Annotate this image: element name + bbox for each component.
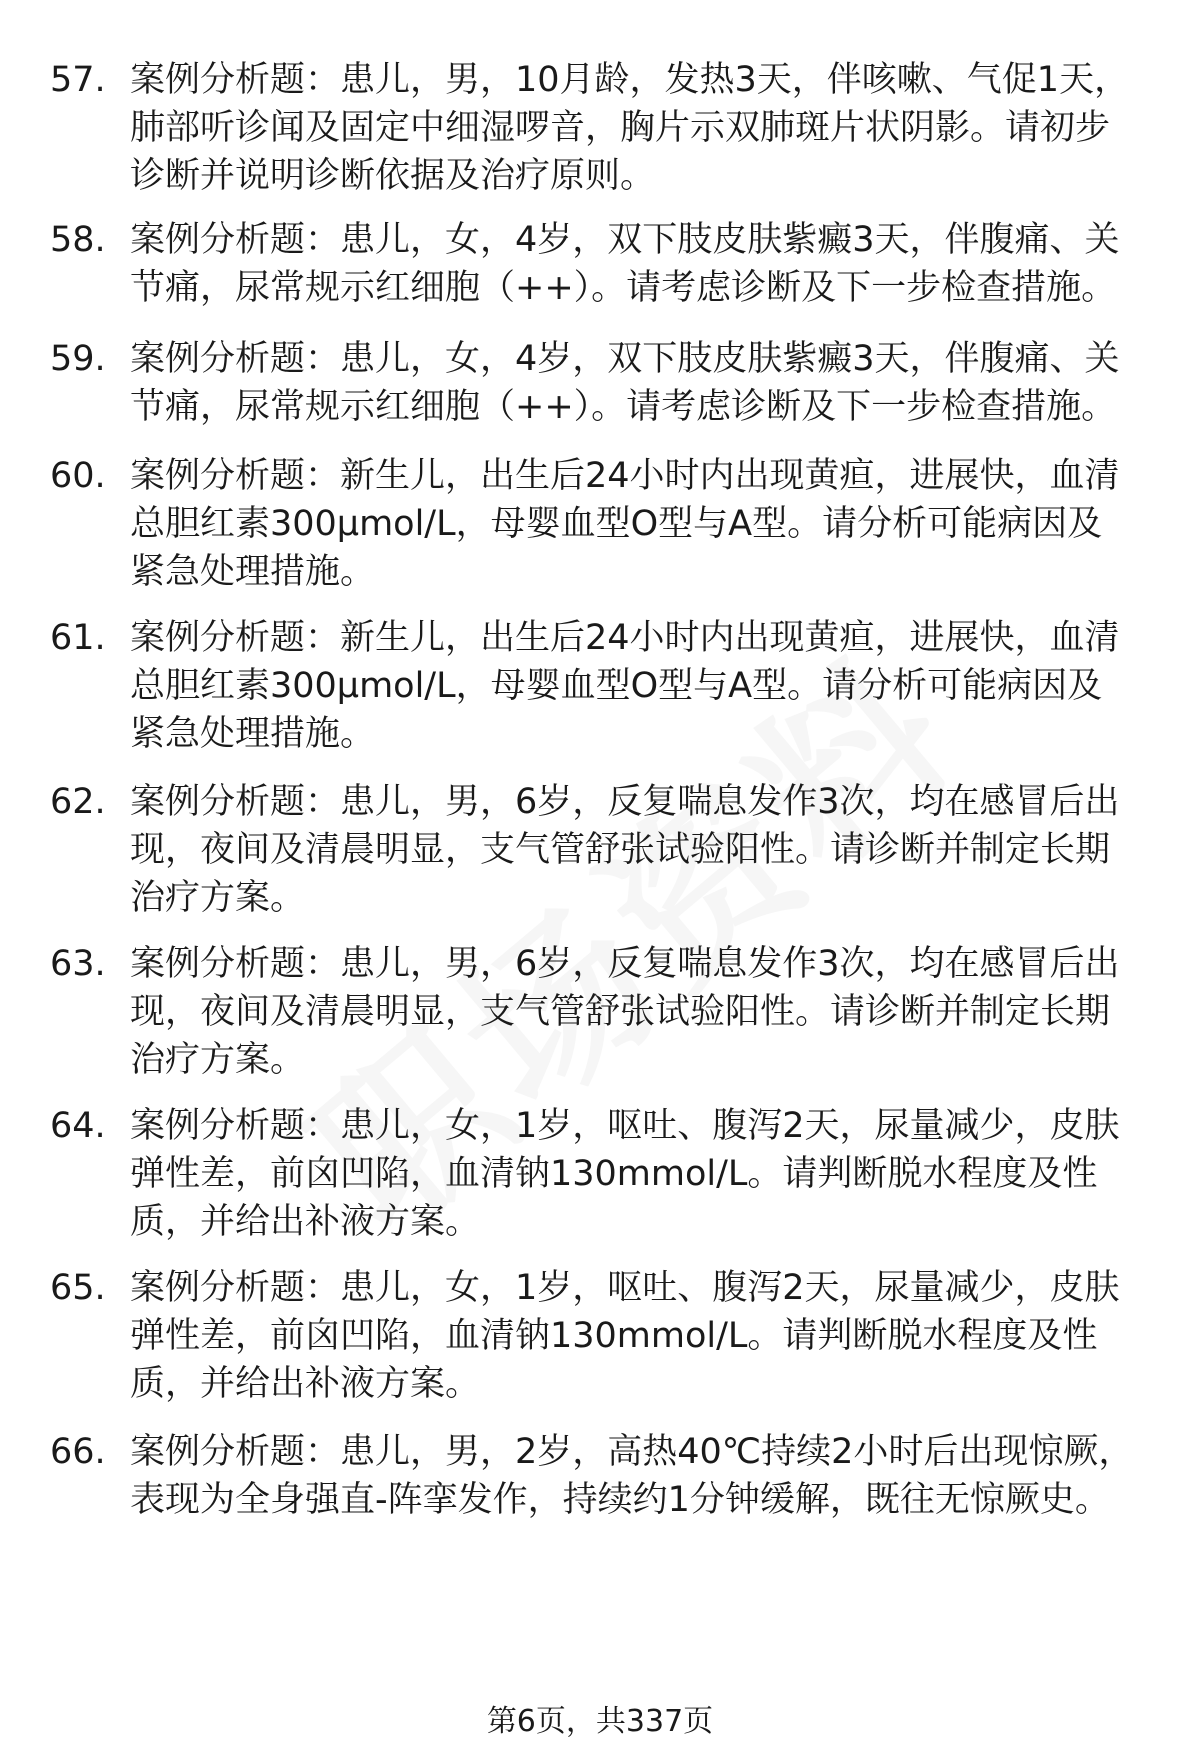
question-line: 总胆红素300μmol/L，母婴血型O型与A型。请分析可能病因及 xyxy=(130,666,1103,706)
question-number: 59. xyxy=(50,339,106,379)
question-line: 质，并给出补液方案。 xyxy=(130,1364,481,1404)
question-item xyxy=(50,614,1150,758)
question-text xyxy=(130,1264,1140,1408)
question-item xyxy=(50,1264,1150,1408)
question-line: 诊断并说明诊断依据及治疗原则。 xyxy=(130,156,656,196)
question-item xyxy=(50,1428,1150,1524)
question-line: 节痛，尿常规示红细胞（++）。请考虑诊断及下一步检查措施。 xyxy=(130,268,1117,308)
question-line: 治疗方案。 xyxy=(130,1040,306,1080)
question-line: 肺部听诊闻及固定中细湿啰音，胸片示双肺斑片状阴影。请初步 xyxy=(130,108,1111,148)
question-line: 弹性差，前囟凹陷，血清钠130mmol/L。请判断脱水程度及性 xyxy=(130,1154,1098,1194)
question-line: 案例分析题：患儿，女，1岁，呕吐、腹泻2天，尿量减少，皮肤 xyxy=(130,1106,1120,1146)
question-line: 案例分析题：患儿，女，4岁，双下肢皮肤紫癜3天，伴腹痛、关 xyxy=(130,220,1120,260)
question-line: 紧急处理措施。 xyxy=(130,552,376,592)
question-item xyxy=(50,940,1150,1084)
question-line: 表现为全身强直-阵挛发作，持续约1分钟缓解，既往无惊厥史。 xyxy=(130,1480,1110,1520)
question-line: 案例分析题：新生儿，出生后24小时内出现黄疸，进展快，血清 xyxy=(130,618,1120,658)
question-item xyxy=(50,335,1150,431)
question-text xyxy=(130,452,1140,596)
question-number: 63. xyxy=(50,944,106,984)
question-number: 65. xyxy=(50,1268,106,1308)
question-line: 案例分析题：患儿，女，1岁，呕吐、腹泻2天，尿量减少，皮肤 xyxy=(130,1268,1120,1308)
question-line: 案例分析题：患儿，男，10月龄，发热3天，伴咳嗽、气促1天， xyxy=(130,60,1130,100)
question-line: 紧急处理措施。 xyxy=(130,714,376,754)
question-item xyxy=(50,216,1150,312)
question-number: 64. xyxy=(50,1106,106,1146)
question-line: 案例分析题：患儿，女，4岁，双下肢皮肤紫癜3天，伴腹痛、关 xyxy=(130,339,1120,379)
question-line: 案例分析题：新生儿，出生后24小时内出现黄疸，进展快，血清 xyxy=(130,456,1120,496)
question-item xyxy=(50,56,1150,200)
question-line: 现，夜间及清晨明显，支气管舒张试验阳性。请诊断并制定长期 xyxy=(130,830,1111,870)
question-item xyxy=(50,778,1150,922)
question-number: 57. xyxy=(50,60,106,100)
question-item xyxy=(50,452,1150,596)
question-line: 治疗方案。 xyxy=(130,878,306,918)
question-number: 60. xyxy=(50,456,106,496)
question-text xyxy=(130,335,1140,431)
question-line: 节痛，尿常规示红细胞（++）。请考虑诊断及下一步检查措施。 xyxy=(130,387,1117,427)
question-text xyxy=(130,1102,1140,1246)
question-line: 总胆红素300μmol/L，母婴血型O型与A型。请分析可能病因及 xyxy=(130,504,1103,544)
question-line: 案例分析题：患儿，男，6岁，反复喘息发作3次，均在感冒后出 xyxy=(130,782,1120,822)
question-text xyxy=(130,56,1140,200)
question-number: 61. xyxy=(50,618,106,658)
question-text xyxy=(130,216,1140,312)
question-item xyxy=(50,1102,1150,1246)
question-number: 62. xyxy=(50,782,106,822)
question-text xyxy=(130,1428,1140,1524)
question-number: 58. xyxy=(50,220,106,260)
page-footer: 第6页，共337页 xyxy=(486,1704,714,1739)
question-line: 案例分析题：患儿，男，6岁，反复喘息发作3次，均在感冒后出 xyxy=(130,944,1120,984)
question-text xyxy=(130,940,1140,1084)
question-line: 现，夜间及清晨明显，支气管舒张试验阳性。请诊断并制定长期 xyxy=(130,992,1111,1032)
question-text xyxy=(130,778,1140,922)
question-line: 质，并给出补液方案。 xyxy=(130,1202,481,1242)
question-text xyxy=(130,614,1140,758)
question-line: 案例分析题：患儿，男，2岁，高热40℃持续2小时后出现惊厥， xyxy=(130,1432,1134,1472)
question-line: 弹性差，前囟凹陷，血清钠130mmol/L。请判断脱水程度及性 xyxy=(130,1316,1098,1356)
question-number: 66. xyxy=(50,1432,106,1472)
